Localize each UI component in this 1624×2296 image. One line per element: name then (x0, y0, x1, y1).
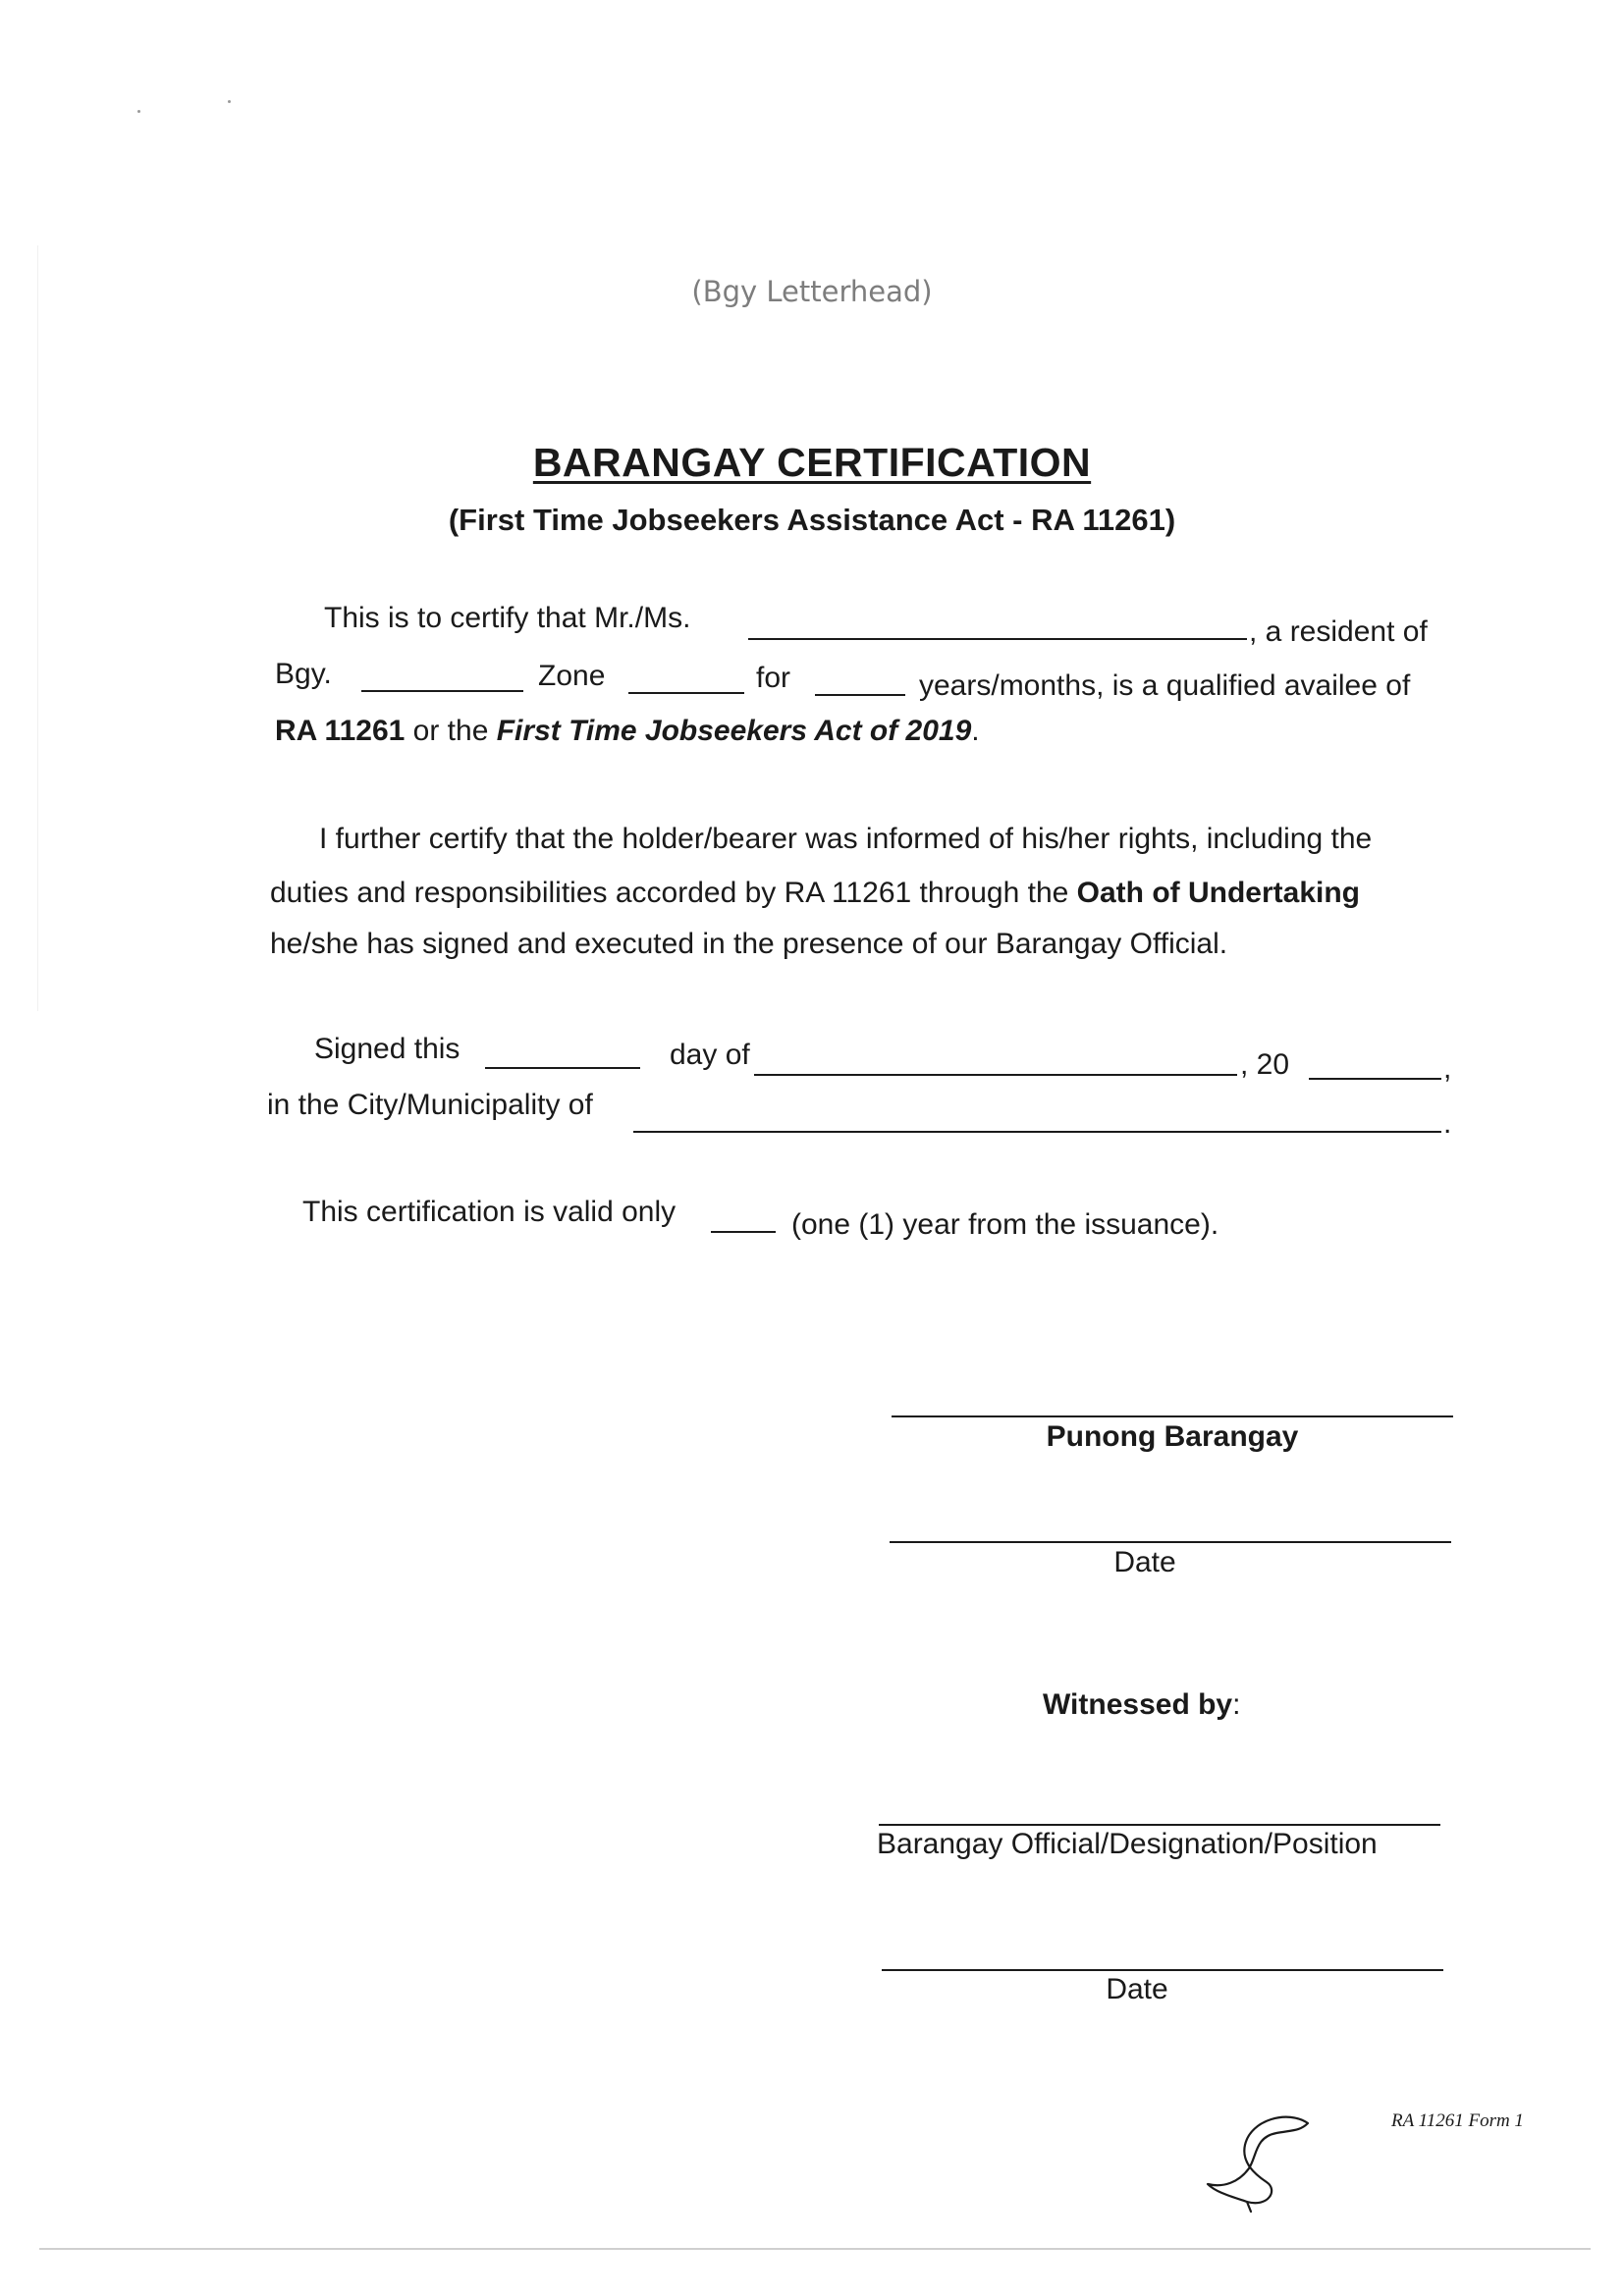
barangay-blank[interactable] (361, 690, 523, 692)
scan-speck (137, 110, 140, 113)
city-period: . (1443, 1107, 1452, 1140)
handwritten-initials (1198, 2106, 1326, 2214)
year-prefix: , 20 (1240, 1048, 1290, 1081)
form-reference: RA 11261 Form 1 (1391, 2110, 1524, 2131)
para2-line1: I further certify that the holder/bearer was informed of his/her rights, including the (319, 823, 1373, 855)
resident-of-text: , a resident of (1249, 615, 1428, 648)
oath-of-undertaking: Oath of Undertaking (1076, 877, 1360, 909)
city-blank[interactable] (633, 1131, 1441, 1133)
punong-barangay-signature-line[interactable] (892, 1415, 1453, 1417)
witness-date-line[interactable] (882, 1969, 1443, 1971)
letterhead-placeholder: (Bgy Letterhead) (691, 275, 933, 308)
period: . (971, 715, 980, 747)
document-title: BARANGAY CERTIFICATION (532, 440, 1092, 485)
month-blank[interactable] (754, 1074, 1237, 1076)
signed-this-label: Signed this (314, 1033, 460, 1065)
validity-period-text: (one (1) year from the issuance). (791, 1208, 1219, 1241)
day-blank[interactable] (485, 1067, 640, 1069)
bgy-label: Bgy. (275, 658, 332, 690)
duration-blank[interactable] (815, 694, 905, 696)
witnessed-by-label (1043, 1688, 1240, 1722)
for-label: for (756, 662, 791, 694)
zone-label: Zone (538, 660, 606, 692)
page-bottom-rule (39, 2248, 1591, 2250)
para2-line2 (270, 877, 1360, 910)
date-signature-line[interactable] (890, 1541, 1451, 1543)
para2-line2-text: duties and responsibilities accorded by RA 11261 through the (270, 877, 1069, 909)
document-subtitle: (First Time Jobseekers Assistance Act - RA 11261) (448, 503, 1176, 537)
certify-intro: This is to certify that Mr./Ms. (324, 602, 691, 634)
day-of-label: day of (670, 1039, 750, 1071)
validity-text: This certification is valid only (302, 1196, 677, 1228)
ra-number: RA 11261 (275, 715, 406, 747)
date-label: Date (1113, 1546, 1176, 1578)
validity-blank[interactable] (711, 1231, 776, 1233)
scan-edge (37, 245, 38, 1011)
year-blank[interactable] (1309, 1078, 1441, 1080)
name-blank[interactable] (748, 638, 1247, 640)
punong-barangay-label: Punong Barangay (1046, 1420, 1299, 1453)
or-the-text: or the (412, 715, 489, 747)
para2-line3: he/she has signed and executed in the presence of our Barangay Official. (270, 928, 1228, 960)
witness-date-label: Date (1106, 1973, 1168, 2005)
witnessed-by-text: Witnessed by (1043, 1688, 1233, 1721)
act-title: First Time Jobseekers Act of 2019 (496, 715, 972, 747)
years-months-text: years/months, is a qualified availee of (919, 669, 1411, 702)
trailing-comma: , (1443, 1052, 1452, 1085)
witnessed-by-colon: : (1232, 1688, 1241, 1721)
witness-signature-line[interactable] (879, 1824, 1440, 1826)
scan-speck (228, 100, 231, 103)
ra-reference-line (275, 715, 980, 748)
city-municipality-label: in the City/Municipality of (267, 1089, 593, 1121)
barangay-official-label: Barangay Official/Designation/Position (877, 1828, 1378, 1860)
zone-blank[interactable] (628, 692, 744, 694)
